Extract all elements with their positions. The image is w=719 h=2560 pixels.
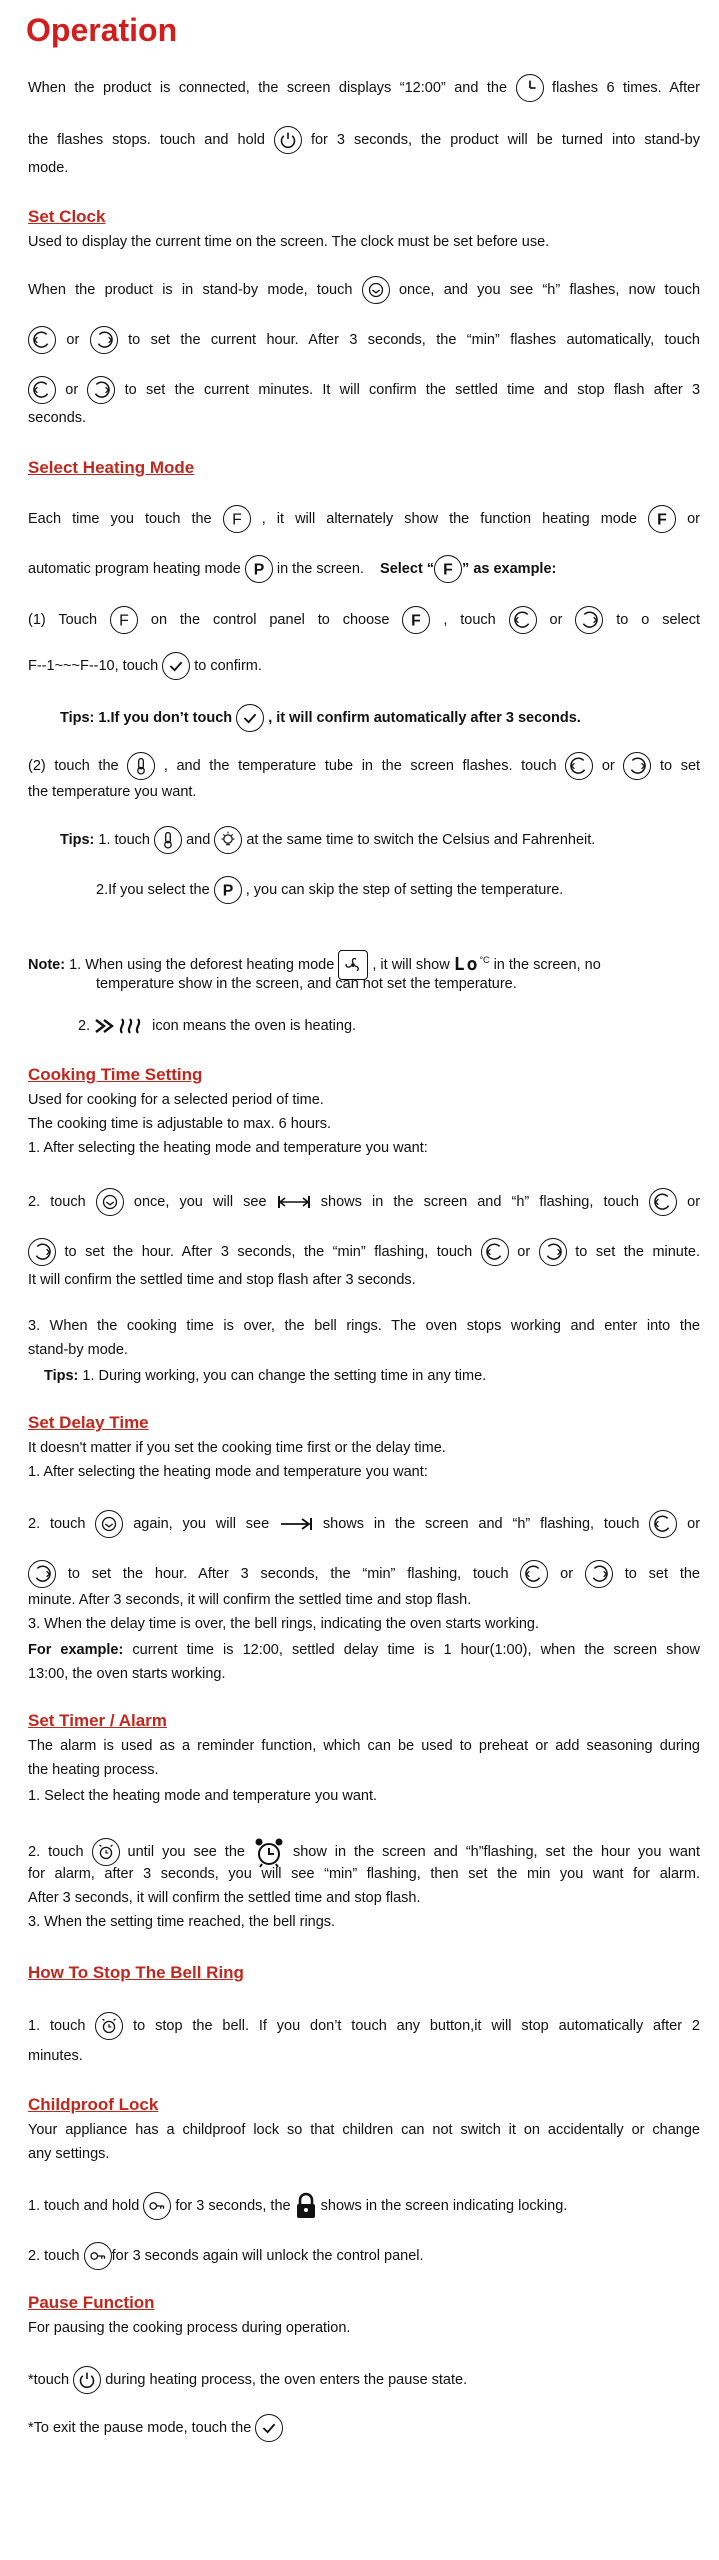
text: the flashes stops. touch and hold: [28, 131, 265, 148]
text: during heating process, the oven enters the pause state.: [105, 2371, 468, 2388]
delay-line-8: 13:00, the oven starts working.: [28, 1666, 226, 1682]
clock-line-2: [28, 276, 700, 304]
text: or: [601, 757, 615, 774]
timer-line-6: After 3 seconds, it will confirm the settled time and stop flash.: [28, 1890, 421, 1906]
delay-line-4: [28, 1560, 700, 1588]
increase-icon: [623, 752, 651, 780]
text: again, you will see: [133, 1515, 270, 1532]
function-mode-f-icon: [402, 606, 430, 634]
timer-line-3: 1. Select the heating mode and temperature you want.: [28, 1788, 378, 1804]
text: flashes 6 times. After: [552, 79, 701, 96]
alarm-button-icon: [92, 1838, 120, 1866]
section-heading-childproof-lock: Childproof Lock: [28, 2095, 159, 2114]
timer-line-7: 3. When the setting time reached, the bell rings.: [28, 1914, 336, 1930]
cook-line-2: The cooking time is adjustable to max. 6 hours.: [28, 1116, 332, 1132]
confirm-check-icon: [236, 704, 264, 732]
text: *To exit the pause mode, touch the: [28, 2419, 252, 2436]
text: to set: [659, 757, 701, 774]
text: Select “: [380, 560, 435, 577]
text: once, and you see “h” flashes, now touch: [398, 281, 701, 298]
text: on the control panel to choose: [150, 611, 390, 628]
heating-line-6: the temperature you want.: [28, 784, 197, 800]
text: shows in the screen and “h” flashing, touch: [320, 1193, 639, 1210]
heating-line-3: [28, 606, 700, 634]
text: to set the: [624, 1565, 700, 1582]
program-p-icon: [245, 555, 273, 583]
svg-text:F: F: [231, 511, 242, 529]
text: to set the minute.: [575, 1243, 700, 1260]
text: automatic program heating mode: [28, 560, 241, 577]
heating-tip-2: [60, 826, 719, 854]
text: to confirm.: [194, 657, 262, 674]
text: 1. touch: [98, 831, 150, 848]
heating-note-2: temperature show in the screen, and can not set the temperature.: [96, 976, 517, 992]
heating-indicator-icon: [94, 1016, 152, 1036]
page-title: Operation: [26, 12, 178, 48]
power-icon: [274, 126, 302, 154]
cook-line-5: [28, 1238, 700, 1266]
text: (2) touch the: [28, 757, 119, 774]
lock-line-2: any settings.: [28, 2146, 110, 2162]
text: shows in the screen indicating locking.: [320, 2197, 568, 2214]
heating-line-1: [28, 505, 700, 533]
bell-line-2: minutes.: [28, 2048, 83, 2064]
text: in the screen, no: [493, 956, 601, 973]
function-f-icon: [110, 606, 138, 634]
clock-line-4: [28, 376, 700, 404]
clock-line-5: seconds.: [28, 410, 87, 426]
text: (1) Touch: [28, 611, 98, 628]
text: 2.: [78, 1018, 91, 1034]
svg-text:F: F: [443, 561, 453, 579]
op-line-3: mode.: [28, 160, 69, 176]
heating-line-4: [28, 652, 700, 680]
key-icon: [84, 2242, 112, 2270]
text: to set the hour. After 3 seconds, the “min” flashing, touch: [67, 1565, 509, 1582]
text: ” as example:: [462, 560, 557, 577]
cook-line-1: Used for cooking for a selected period of time.: [28, 1092, 324, 1108]
text: or: [687, 1193, 701, 1210]
text: or: [687, 510, 700, 527]
clock-button-icon: [362, 276, 390, 304]
text: 1. During working, you can change the setting time in any time.: [82, 1368, 487, 1384]
text: to stop the bell. If you don’t touch any button,it will stop automatically after 2: [133, 2017, 700, 2034]
confirm-check-icon: [162, 652, 190, 680]
timer-line-1: The alarm is used as a reminder function, which can be used to preheat or add seasoning during: [28, 1738, 700, 1754]
lock-line-3: [28, 2192, 700, 2220]
increase-icon: [28, 1560, 56, 1588]
heating-tip-1: [60, 704, 719, 732]
text: or: [687, 1515, 701, 1532]
op-line-2: [28, 126, 700, 154]
text: Each time you touch the: [28, 510, 212, 527]
heating-line-5: [28, 752, 700, 780]
pause-line-1: For pausing the cooking process during operation.: [28, 2320, 351, 2336]
text: in the screen.: [276, 560, 364, 577]
section-heading-heating-mode: Select Heating Mode: [28, 458, 195, 477]
increase-icon: [90, 326, 118, 354]
text: *touch: [28, 2371, 70, 2388]
clock-line-1: Used to display the current time on the screen. The clock must be set before use.: [28, 234, 550, 250]
function-mode-f-icon: [434, 555, 462, 583]
duration-arrow-icon: [277, 1194, 311, 1210]
text: , it will alternately show the function heating mode: [261, 510, 637, 527]
clock-button-icon: [96, 1188, 124, 1216]
cook-tip: [44, 1366, 716, 1386]
decrease-icon: [28, 376, 56, 404]
clock-icon: [516, 74, 544, 102]
text: or: [560, 1565, 574, 1582]
svg-text:P: P: [222, 882, 233, 900]
power-icon: [73, 2366, 101, 2394]
thermometer-icon: [127, 752, 155, 780]
heating-note-3: [78, 1016, 719, 1036]
text: Tips:: [60, 831, 95, 848]
text: , and the temperature tube in the screen flashes. touch: [163, 757, 557, 774]
key-icon: [143, 2192, 171, 2220]
text: and: [186, 831, 211, 848]
text: , touch: [443, 611, 496, 628]
section-heading-set-clock: Set Clock: [28, 207, 106, 226]
delay-line-7: [28, 1640, 700, 1660]
text: 1. touch: [28, 2017, 86, 2034]
cook-line-8: stand-by mode.: [28, 1342, 128, 1358]
text: or: [549, 611, 563, 628]
text: to set the current minutes. It will confirm the settled time and stop flash after 3: [124, 381, 701, 398]
text: Note:: [28, 956, 66, 973]
bell-line-1: [28, 2012, 700, 2040]
text: 2. touch: [28, 1193, 86, 1210]
delay-line-1: It doesn't matter if you set the cooking time first or the delay time.: [28, 1440, 446, 1456]
text: Tips:: [44, 1368, 79, 1384]
svg-text:F: F: [411, 612, 422, 630]
text: once, you will see: [133, 1193, 267, 1210]
text: When the product is connected, the screen displays “12:00” and the: [28, 79, 508, 96]
increase-icon: [87, 376, 115, 404]
pause-line-3: [28, 2414, 700, 2442]
text: For example:: [28, 1642, 124, 1658]
clock-button-icon: [95, 1510, 123, 1538]
text: 1. When using the deforest heating mode: [69, 956, 335, 973]
section-heading-pause-function: Pause Function: [28, 2293, 155, 2312]
increase-icon: [575, 606, 603, 634]
op-line-1: [28, 74, 700, 102]
padlock-icon: [295, 2192, 317, 2220]
cook-line-7: 3. When the cooking time is over, the bell rings. The oven stops working and enter into the: [28, 1318, 700, 1334]
delay-line-2: 1. After selecting the heating mode and temperature you want:: [28, 1464, 428, 1480]
svg-text:P: P: [253, 561, 265, 579]
text: shows in the screen and “h” flashing, touch: [322, 1515, 640, 1532]
text: , you can skip the step of setting the temperature.: [245, 881, 564, 898]
svg-text:F: F: [119, 612, 129, 630]
text: When the product is in stand-by mode, touch: [28, 281, 353, 298]
pause-line-2: [28, 2366, 700, 2394]
decrease-icon: [520, 1560, 548, 1588]
heating-tip-3: [96, 876, 719, 904]
text: , it will confirm automatically after 3 seconds.: [268, 709, 581, 726]
delay-end-arrow-icon: [279, 1516, 313, 1532]
decrease-icon: [481, 1238, 509, 1266]
decrease-icon: [649, 1510, 677, 1538]
timer-line-2: the heating process.: [28, 1762, 159, 1778]
text: Tips: 1.If you don’t touch: [60, 709, 233, 726]
text: current time is 12:00, settled delay time is 1 hour(1:00), when the screen show: [132, 1642, 701, 1658]
text: or: [66, 331, 80, 348]
timer-line-5: for alarm, after 3 seconds, you will see “min” flashing, then set the min you want for alarm.: [28, 1866, 700, 1882]
section-heading-stop-bell: How To Stop The Bell Ring: [28, 1963, 244, 1982]
text: or: [517, 1243, 531, 1260]
delay-line-5: minute. After 3 seconds, it will confirm the settled time and stop flash.: [28, 1592, 472, 1608]
lo-display-readout: Lo: [453, 954, 480, 975]
increase-icon: [539, 1238, 567, 1266]
increase-icon: [585, 1560, 613, 1588]
increase-icon: [28, 1238, 56, 1266]
decrease-icon: [28, 326, 56, 354]
text: to set the hour. After 3 seconds, the “min” flashing, touch: [64, 1243, 473, 1260]
delay-line-6: 3. When the delay time is over, the bell rings, indicating the oven starts working.: [28, 1616, 539, 1632]
heating-line-2: [28, 555, 700, 583]
text: 2. touch: [28, 2247, 80, 2264]
text: until you see the: [127, 1843, 245, 1860]
decrease-icon: [509, 606, 537, 634]
decrease-icon: [649, 1188, 677, 1216]
section-heading-cooking-time: Cooking Time Setting: [28, 1065, 203, 1084]
alarm-button-icon: [95, 2012, 123, 2040]
thermometer-icon: [154, 826, 182, 854]
text: to set the current hour. After 3 seconds, the “min” flashes automatically, touch: [128, 331, 701, 348]
cook-line-3: 1. After selecting the heating mode and temperature you want:: [28, 1140, 428, 1156]
cook-line-6: It will confirm the settled time and stop flash after 3 seconds.: [28, 1272, 416, 1288]
program-p-icon: [214, 876, 242, 904]
text: for 3 seconds, the product will be turned into stand-by: [310, 131, 700, 148]
text: or: [65, 381, 79, 398]
text: at the same time to switch the Celsius and Fahrenheit.: [246, 831, 596, 848]
text: for 3 seconds, the: [175, 2197, 291, 2214]
text: 2. touch: [28, 1843, 84, 1860]
light-bulb-icon: [214, 826, 242, 854]
text: for 3 seconds again will unlock the control panel.: [111, 2247, 424, 2264]
decrease-icon: [565, 752, 593, 780]
text: 1. touch and hold: [28, 2197, 140, 2214]
text: 2.If you select the: [96, 881, 210, 898]
function-mode-f-icon: [648, 505, 676, 533]
celsius-unit: °C: [479, 955, 490, 965]
clock-line-3: [28, 326, 700, 354]
function-f-icon: [223, 505, 251, 533]
delay-line-3: [28, 1510, 700, 1538]
section-heading-timer-alarm: Set Timer / Alarm: [28, 1711, 167, 1730]
text: , it will show: [372, 956, 450, 973]
text: icon means the oven is heating.: [152, 1018, 357, 1034]
section-heading-delay-time: Set Delay Time: [28, 1413, 149, 1432]
svg-text:F: F: [657, 511, 667, 529]
lock-line-4: [28, 2242, 700, 2270]
confirm-check-icon: [255, 2414, 283, 2442]
text: show in the screen and “h”flashing, set the hour you want: [292, 1843, 700, 1860]
text: F--1~~~F--10, touch: [28, 657, 159, 674]
text: 2. touch: [28, 1515, 86, 1532]
cook-line-4: [28, 1188, 700, 1216]
text: to o select: [616, 611, 701, 628]
lock-line-1: Your appliance has a childproof lock so that children can not switch it on accidentally or change: [28, 2122, 700, 2138]
